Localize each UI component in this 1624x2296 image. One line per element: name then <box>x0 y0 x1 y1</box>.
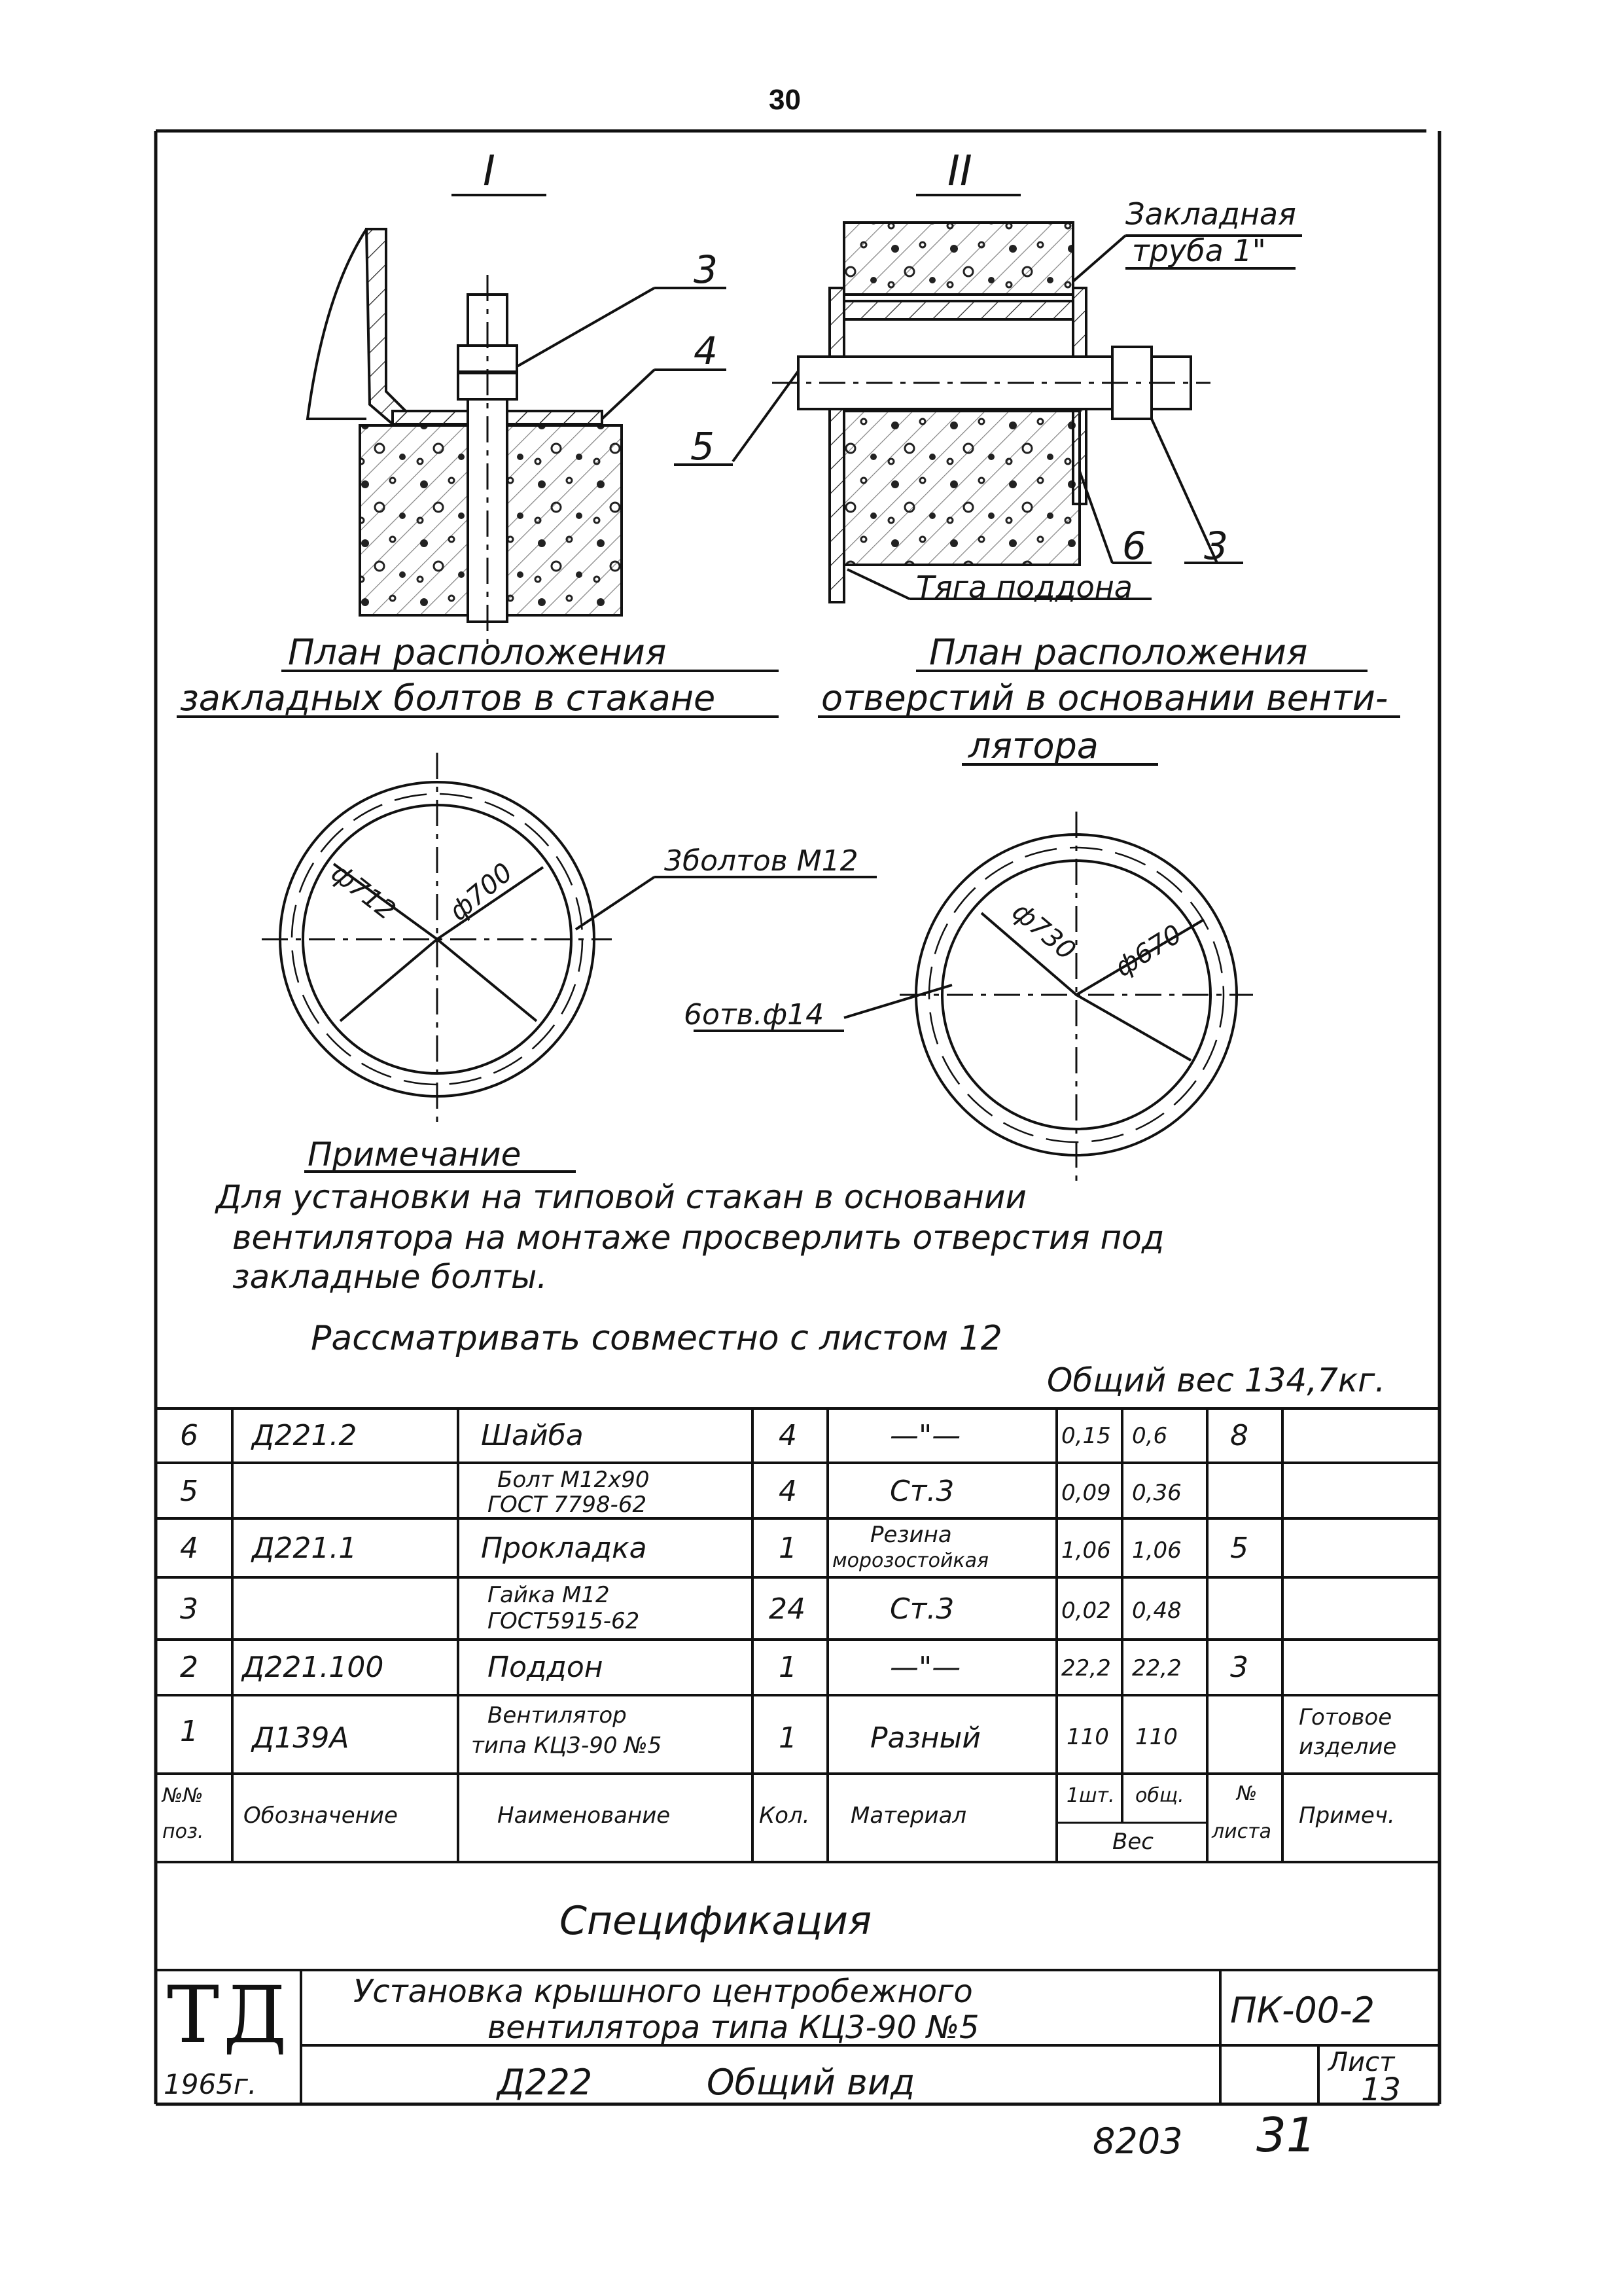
row5-w-unit: 0,09 <box>1061 1480 1111 1506</box>
total-weight: Общий вес 134,7кг. <box>1047 1361 1386 1399</box>
hdr-name: Наименование <box>497 1803 671 1829</box>
drawing-code: Д222 <box>497 2062 593 2103</box>
year: 1965г. <box>164 2068 257 2100</box>
right-d-outer: ф730 <box>1006 896 1082 967</box>
row1-w-unit: 110 <box>1067 1724 1109 1750</box>
row1-qty: 1 <box>779 1721 797 1755</box>
callout-3-right: 3 <box>1204 524 1228 568</box>
hdr-w-total: общ. <box>1135 1784 1184 1807</box>
right-d-inner: ф670 <box>1110 919 1188 983</box>
org-logo: ТД <box>167 1970 291 2061</box>
hdr-sheet-1: № <box>1237 1782 1258 1805</box>
row1-name-2: типа КЦ3-90 №5 <box>471 1732 662 1759</box>
row1-note-2: изделие <box>1299 1734 1397 1760</box>
row3-name-2: ГОСТ5915-62 <box>487 1608 640 1634</box>
row3-name-1: Гайка М12 <box>487 1582 610 1608</box>
row5-pos: 5 <box>180 1475 198 1508</box>
row5-w-total: 0,36 <box>1132 1480 1182 1506</box>
callout-6: 6 <box>1122 524 1146 568</box>
left-plan-title-1: План расположения <box>288 632 667 673</box>
row3-w-total: 0,48 <box>1132 1598 1182 1624</box>
row1-name-1: Вентилятор <box>487 1702 627 1729</box>
page-number: 30 <box>769 84 801 116</box>
right-plan-title-2: отверстий в основании венти- <box>821 677 1388 719</box>
view-name: Общий вид <box>707 2062 915 2103</box>
row2-qty: 1 <box>779 1651 797 1684</box>
row2-code: Д221.100 <box>242 1651 384 1684</box>
row1-code: Д139А <box>252 1721 349 1755</box>
row3-pos: 3 <box>180 1592 198 1626</box>
row4-pos: 4 <box>180 1532 198 1565</box>
row4-code: Д221.1 <box>252 1532 357 1565</box>
row6-pos: 6 <box>180 1419 198 1452</box>
row6-sheet: 8 <box>1230 1419 1248 1452</box>
row1-note-1: Готовое <box>1299 1704 1392 1731</box>
row5-qty: 4 <box>779 1475 797 1508</box>
note-line-3: закладные болты. <box>232 1258 548 1296</box>
row6-qty: 4 <box>779 1419 797 1452</box>
together-note: Рассматривать совместно с листом 12 <box>311 1319 1002 1358</box>
hdr-material: Материал <box>851 1803 967 1829</box>
row5-material: Ст.3 <box>890 1475 955 1508</box>
row2-sheet: 3 <box>1230 1651 1248 1684</box>
hdr-w-unit: 1шт. <box>1067 1784 1115 1807</box>
sheet-label: Лист <box>1328 2047 1395 2077</box>
hdr-weight: Вес <box>1112 1829 1154 1855</box>
row3-qty: 24 <box>769 1592 805 1626</box>
row2-w-unit: 22,2 <box>1061 1655 1111 1681</box>
row2-pos: 2 <box>180 1651 198 1684</box>
spec-title: Спецификация <box>559 1898 872 1944</box>
left-ring-plan <box>262 753 877 1126</box>
title-line-1: Установка крышного центробежного <box>353 1973 973 2010</box>
row4-w-unit: 1,06 <box>1061 1537 1111 1564</box>
row6-w-total: 0,6 <box>1132 1423 1168 1449</box>
hdr-code: Обозначение <box>243 1803 398 1829</box>
row2-name: Поддон <box>487 1651 603 1684</box>
section-i-drawing <box>308 229 802 648</box>
row3-material: Ст.3 <box>890 1592 955 1626</box>
hdr-note: Примеч. <box>1299 1803 1395 1829</box>
row4-material-2: морозостойкая <box>832 1549 989 1572</box>
row4-sheet: 5 <box>1230 1532 1248 1565</box>
row6-code: Д221.2 <box>252 1419 357 1452</box>
row6-name: Шайба <box>481 1419 584 1452</box>
row6-w-unit: 0,15 <box>1061 1423 1111 1449</box>
hdr-qty: Кол. <box>759 1803 810 1829</box>
note-line-2: вентилятора на монтаже просверлить отверстия под <box>232 1219 1165 1257</box>
series-code: ПК-00-2 <box>1230 1990 1375 2031</box>
row5-name-1: Болт М12х90 <box>497 1467 650 1493</box>
left-plan-title-2: закладных болтов в стакане <box>180 677 716 719</box>
row5-name-2: ГОСТ 7798-62 <box>487 1492 647 1518</box>
callout-5: 5 <box>690 424 715 469</box>
right-plan-title-3: лятора <box>968 725 1099 766</box>
row1-w-total: 110 <box>1135 1724 1178 1750</box>
row2-w-total: 22,2 <box>1132 1655 1182 1681</box>
row4-qty: 1 <box>779 1532 797 1565</box>
footer-number: 31 <box>1256 2108 1316 2162</box>
rod-label: Тяга поддона <box>916 569 1133 605</box>
left-d-outer: ф712 <box>325 857 401 927</box>
pipe-label-line1: Закладная <box>1125 196 1296 232</box>
row2-material: —"— <box>890 1651 961 1684</box>
hdr-sheet-2: листа <box>1212 1820 1272 1843</box>
row1-pos: 1 <box>180 1715 198 1748</box>
section-i-label: I <box>483 147 495 196</box>
callout-4: 4 <box>694 329 718 373</box>
note-line-1: Для установки на типовой стакан в основании <box>216 1178 1027 1216</box>
right-plan-title-1: План расположения <box>929 632 1308 673</box>
left-d-inner: ф700 <box>444 857 519 927</box>
row4-w-total: 1,06 <box>1132 1537 1182 1564</box>
section-ii-label: II <box>947 147 972 196</box>
sheet-number: 13 <box>1361 2072 1402 2108</box>
hdr-pos-1: №№ <box>162 1784 203 1807</box>
title-line-2: вентилятора типа КЦ3-90 №5 <box>487 2009 980 2046</box>
left-bolts-label: 3болтов М12 <box>664 844 858 878</box>
note-heading: Примечание <box>308 1136 521 1174</box>
right-holes-label: 6отв.ф14 <box>684 998 824 1031</box>
callout-3-left: 3 <box>694 247 718 292</box>
hdr-pos-2: поз. <box>162 1820 204 1843</box>
row6-material: —"— <box>890 1419 961 1452</box>
pipe-label-line2: труба 1" <box>1132 233 1266 268</box>
row4-material-1: Резина <box>870 1522 952 1548</box>
row4-name: Прокладка <box>481 1532 647 1565</box>
footer-code: 8203 <box>1093 2121 1183 2162</box>
row1-material: Разный <box>870 1721 981 1755</box>
row3-w-unit: 0,02 <box>1061 1598 1111 1624</box>
